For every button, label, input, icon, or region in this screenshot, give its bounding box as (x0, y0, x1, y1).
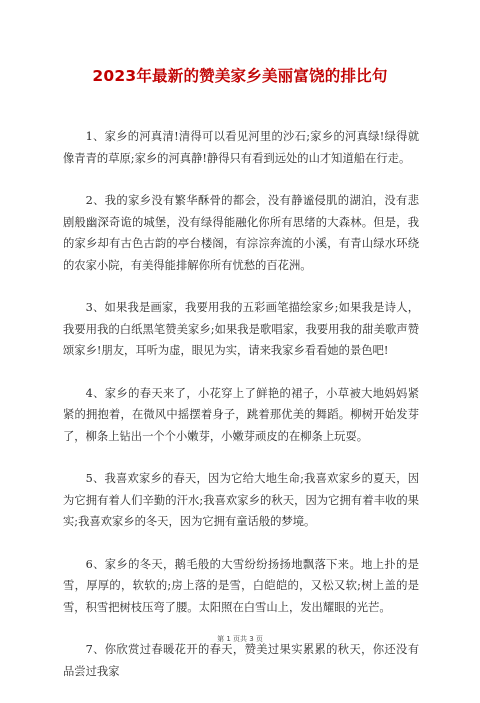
paragraph-1: 1、家乡的河真清!清得可以看见河里的沙石;家乡的河真绿!绿得就像青青的草原;家乡的河真静!静得只有看到远处的山才知道船在行走。 (63, 130, 419, 165)
paragraph-5: 5、我喜欢家乡的春天，因为它给大地生命;我喜欢家乡的夏天，因为它拥有着人们辛勤的汗水;我喜欢家乡的秋天，因为它拥有着丰收的果实;我喜欢家乡的冬天，因为它拥有童话般的梦境。 (63, 472, 419, 528)
paragraph-3: 3、如果我是画家，我要用我的五彩画笔描绘家乡;如果我是诗人，我要用我的白纸黑笔赞美家乡;如果我是歌唱家，我要用我的甜美歌声赞颂家乡!朋友，耳听为虚，眼见为实，请来我家乡看看她的景色吧! (63, 301, 419, 357)
page-number-footer: 第 1 页共 3 页 (217, 635, 263, 643)
paragraph-2: 2、我的家乡没有繁华酥骨的都会，没有静谧侵肌的湖泊，没有悲剧般幽深奇诡的城堡，没有绿得能融化你所有思绪的大森林。但是，我的家乡却有古色古韵的亭台楼阁，有淙淙奔流的小溪，有青山绿水环绕的农家小院，有美得能排解你所有忧愁的百花洲。 (63, 194, 419, 272)
paragraph-7: 7、你欣赏过春暖花开的春天，赞美过果实累累的秋天，你还没有品尝过我家 (63, 643, 419, 678)
document-title: 2023年最新的赞美家乡美丽富饶的排比句 (92, 67, 388, 85)
document-body (63, 126, 419, 703)
paragraph-4: 4、家乡的春天来了，小花穿上了鲜艳的裙子，小草被大地妈妈紧紧的拥抱着，在微风中摇摆着身子，跳着那优美的舞蹈。柳树开始发芽了，柳条上钻出一个个小嫩芽，小嫩芽顽皮的在柳条上玩耍。 (63, 386, 419, 443)
paragraph-6: 6、家乡的冬天，鹅毛般的大雪纷纷扬扬地飘落下来。地上扑的是雪，厚厚的，软软的;房上落的是雪，白皑皑的，又松又软;树上盖的是雪，积雪把树枝压弯了腰。太阳照在白雪山上，发出耀眼的光芒。 (63, 557, 419, 614)
